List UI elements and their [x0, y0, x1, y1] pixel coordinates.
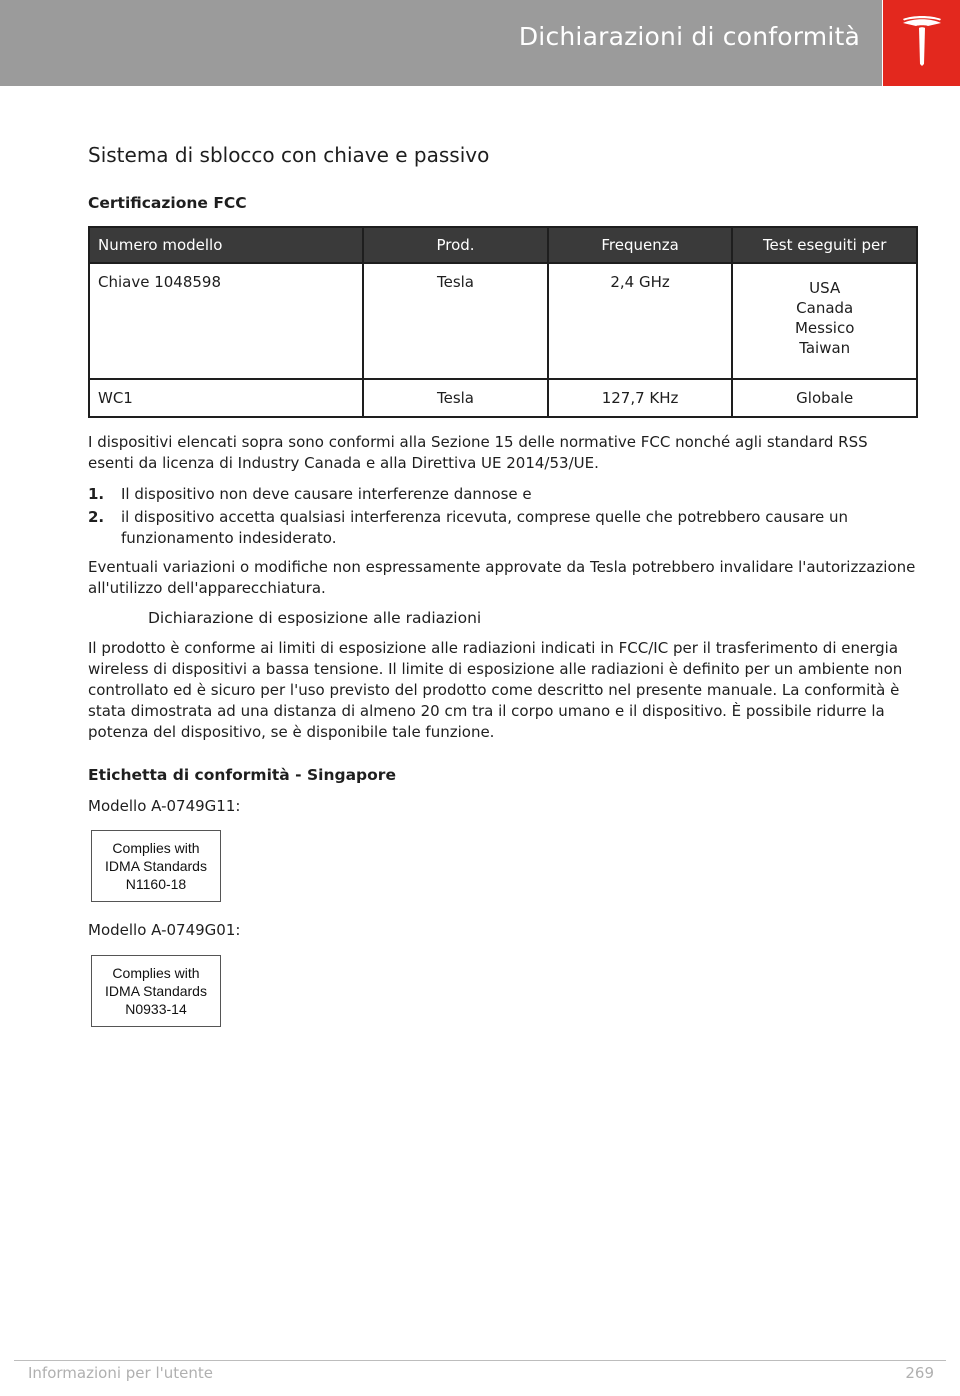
label-line: Complies with	[112, 840, 200, 856]
radiation-heading: Dichiarazione di esposizione alle radiazioni	[148, 609, 482, 627]
tested-region: Canada	[796, 299, 854, 317]
list-item	[88, 507, 918, 549]
modification-paragraph: Eventuali variazioni o modifiche non espressamente approvate da Tesla potrebbero invalidare l'autorizzazione all'utilizzo dell'apparecchiatura.	[88, 558, 916, 597]
fcc-heading: Certificazione FCC	[88, 194, 247, 212]
table-row	[89, 379, 917, 417]
tested-region: Taiwan	[799, 339, 851, 357]
tested-region: USA	[809, 279, 841, 297]
table-cell: WC1	[89, 379, 363, 417]
tesla-logo-icon-shape	[901, 16, 943, 68]
label-line: N1160-18	[125, 876, 187, 892]
model-label: Modello A-0749G01:	[88, 921, 241, 939]
model-label: Modello A-0749G11:	[88, 797, 241, 815]
list-text: Il dispositivo non deve causare interferenze dannose e	[121, 485, 532, 503]
table-header-row	[89, 227, 917, 263]
table-header: Numero modello	[89, 227, 363, 263]
table-cell: Tesla	[363, 263, 548, 379]
list-text: il dispositivo accetta qualsiasi interferenza ricevuta, comprese quelle che potrebbero causare un funzionamento indesiderato.	[121, 508, 849, 547]
section-title: Sistema di sblocco con chiave e passivo	[88, 143, 490, 167]
table-cell: 2,4 GHz	[548, 263, 733, 379]
certification-table	[88, 226, 918, 418]
radiation-paragraph: Il prodotto è conforme ai limiti di esposizione alle radiazioni indicati in FCC/IC per il trasferimento di energia wireless di dispositivi a bassa tensione. Il limite di esposizione alle radiazioni è definito per un ambiente non controllato ed è sicuro per l'uso previsto del prodotto come descritto nel presente manuale. La conformità è stata dimostrata ad una distanza di almeno 20 cm tra il corpo umano e il dispositivo. È possibile ridurre la potenza del dispositivo, se è disponibile tale funzione.	[88, 639, 903, 741]
table-cell: Chiave 1048598	[89, 263, 363, 379]
list-number: 2.	[88, 508, 105, 526]
compliance-paragraph: I dispositivi elencati sopra sono conformi alla Sezione 15 delle normative FCC nonché agli standard RSS esenti da licenza di Industry Canada e alla Direttiva UE 2014/53/UE.	[88, 433, 868, 472]
table-row	[89, 263, 917, 379]
table-cell: 127,7 KHz	[548, 379, 733, 417]
label-line: N0933-14	[125, 1001, 187, 1017]
idma-compliance-label	[91, 955, 221, 1027]
table-cell-tested	[732, 263, 917, 379]
page-header	[0, 0, 882, 86]
table-header: Prod.	[363, 227, 548, 263]
table-header: Frequenza	[548, 227, 733, 263]
label-line: Complies with	[112, 965, 200, 981]
table-cell: Globale	[732, 379, 917, 417]
page-number: 269	[905, 1364, 934, 1382]
idma-compliance-label	[91, 830, 221, 902]
tesla-logo-icon	[883, 0, 960, 86]
tested-region: Messico	[794, 319, 855, 337]
footer-section-label: Informazioni per l'utente	[28, 1364, 213, 1382]
label-line: IDMA Standards	[105, 983, 207, 999]
footer-divider	[14, 1360, 946, 1361]
page-title: Dichiarazioni di conformità	[518, 22, 860, 51]
singapore-heading: Etichetta di conformità - Singapore	[88, 766, 396, 784]
label-line: IDMA Standards	[105, 858, 207, 874]
list-item	[88, 484, 918, 505]
table-cell: Tesla	[363, 379, 548, 417]
list-number: 1.	[88, 485, 105, 503]
table-header: Test eseguiti per	[732, 227, 917, 263]
